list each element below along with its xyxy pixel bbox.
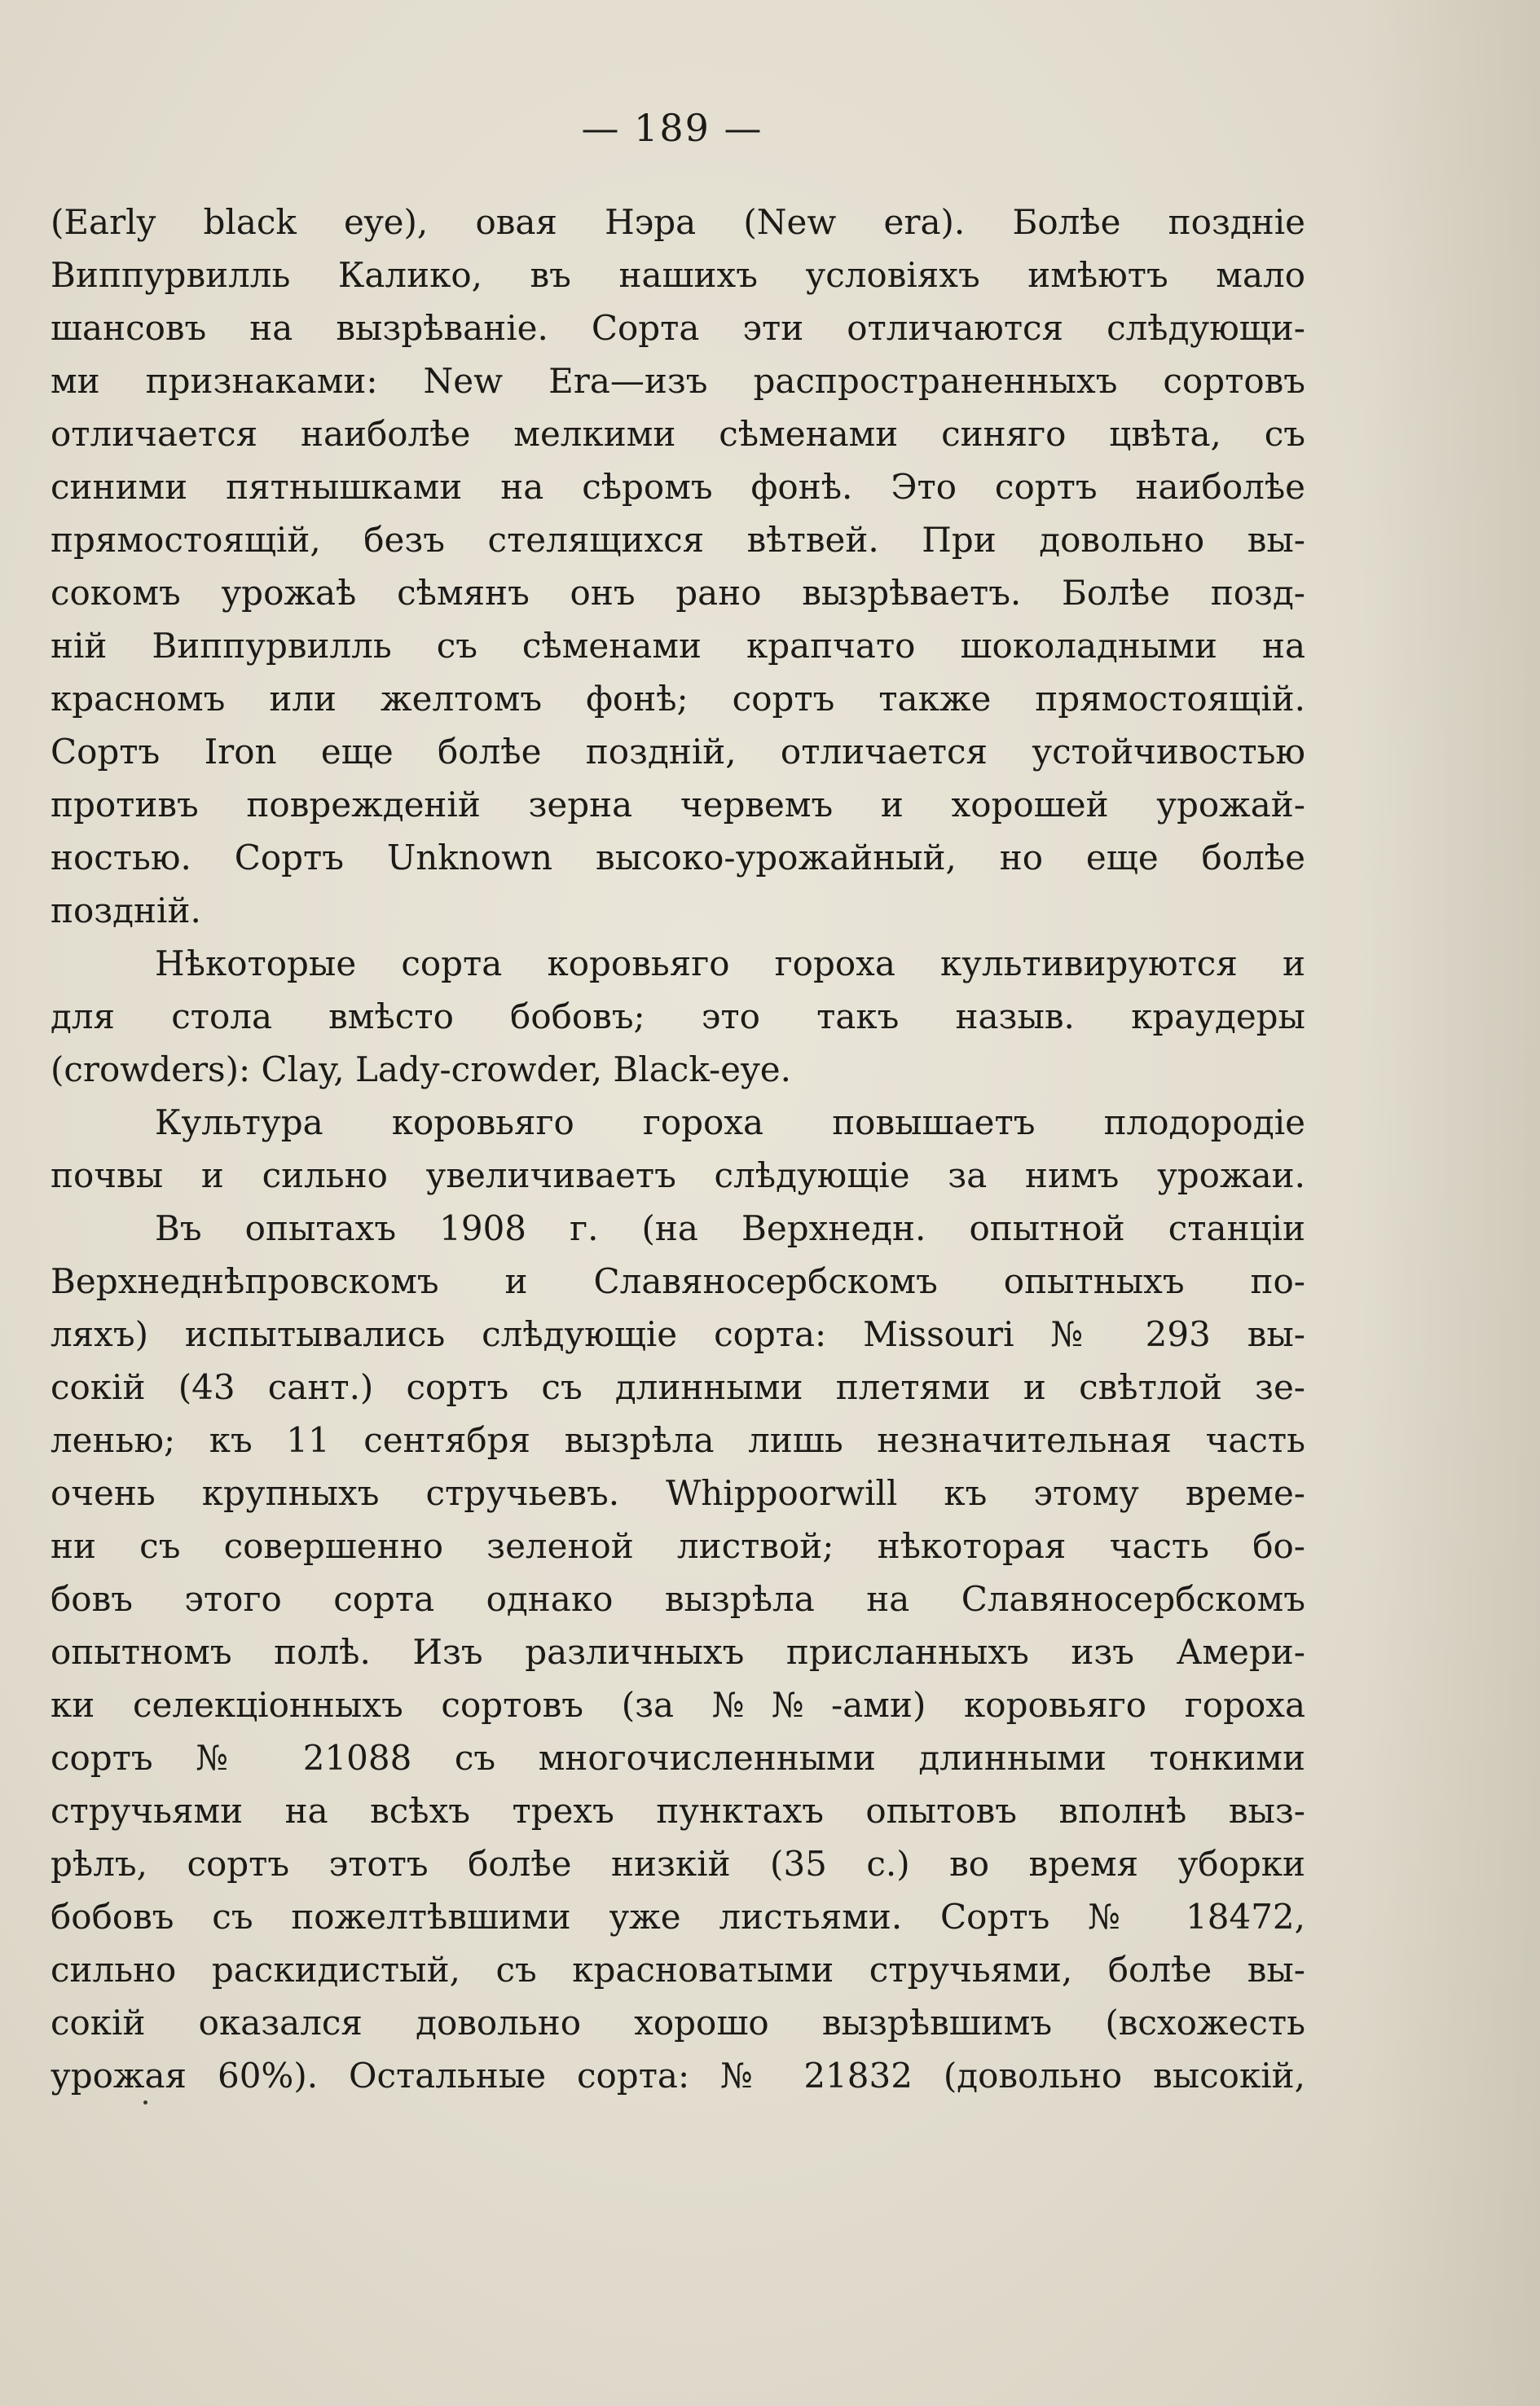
ink-speck	[143, 2100, 147, 2105]
text-line: Виппурвилль Калико, въ нашихъ условіяхъ имѣютъ мало	[51, 255, 1305, 295]
text-line: очень крупныхъ стручьевъ. Whippoorwill къ этому време-	[51, 1473, 1305, 1513]
page-edge-shadow	[1361, 0, 1540, 2406]
text-line: сокій (43 сант.) сортъ съ длинными плетями и свѣтлой зе-	[51, 1367, 1305, 1407]
text-line: синими пятнышками на сѣромъ фонѣ. Это сортъ наиболѣе	[51, 467, 1305, 507]
text-line: стручьями на всѣхъ трехъ пунктахъ опытовъ вполнѣ выз-	[51, 1791, 1305, 1831]
text-line: (crowders): Clay, Lady-crowder, Black-eye.	[51, 1049, 791, 1089]
text-line: сокомъ урожаѣ сѣмянъ онъ рано вызрѣваетъ. Болѣе позд-	[51, 573, 1305, 613]
text-line: противъ поврежденій зерна червемъ и хорошей урожай-	[51, 785, 1305, 825]
text-line: ностью. Сортъ Unknown высоко-урожайный, но еще болѣе	[51, 838, 1305, 878]
text-line: сокій оказался довольно хорошо вызрѣвшимъ (всхожесть	[51, 2003, 1305, 2043]
text-line: поздній.	[51, 891, 201, 930]
text-line: ляхъ) испытывались слѣдующіе сорта: Missouri № 293 вы-	[51, 1314, 1305, 1354]
text-line: ми признаками: New Era—изъ распространенныхъ сортовъ	[51, 361, 1305, 401]
text-line: ній Виппурвилль съ сѣменами крапчато шоколадными на	[51, 626, 1305, 666]
text-line: ни съ совершенно зеленой листвой; нѣкоторая часть бо-	[51, 1526, 1305, 1566]
text-line: красномъ или желтомъ фонѣ; сортъ также прямостоящій.	[51, 679, 1305, 719]
text-line: прямостоящій, безъ стелящихся вѣтвей. При довольно вы-	[51, 520, 1305, 560]
text-line: опытномъ полѣ. Изъ различныхъ присланныхъ изъ Амери-	[51, 1632, 1305, 1672]
text-line: сортъ № 21088 съ многочисленными длинными тонкими	[51, 1738, 1305, 1778]
text-line: ленью; къ 11 сентября вызрѣла лишь незначительная часть	[51, 1420, 1305, 1460]
text-line: ки селекціонныхъ сортовъ (за №№-ами) коровьяго гороха	[51, 1685, 1305, 1725]
text-line: рѣлъ, сортъ этотъ болѣе низкій (35 с.) во время уборки	[51, 1844, 1305, 1884]
text-line: почвы и сильно увеличиваетъ слѣдующіе за нимъ урожаи.	[51, 1155, 1305, 1195]
text-line: бобовъ съ пожелтѣвшими уже листьями. Сортъ № 18472,	[51, 1897, 1305, 1937]
page-number: — 189 —	[581, 106, 763, 150]
text-line: урожая 60%). Остальные сорта: № 21832 (довольно высокій,	[51, 2056, 1305, 2096]
text-line: Въ опытахъ 1908 г. (на Верхнедн. опытной станціи	[155, 1208, 1305, 1248]
text-line: бовъ этого сорта однако вызрѣла на Славяносербскомъ	[51, 1579, 1305, 1619]
text-line: Культура коровьяго гороха повышаетъ плодородіе	[155, 1102, 1305, 1142]
text-line: шансовъ на вызрѣваніе. Сорта эти отличаются слѣдующи-	[51, 308, 1305, 348]
text-line: (Early black eye), овая Нэра (New era). Болѣе поздніе	[51, 202, 1305, 242]
text-line: Верхнеднѣпровскомъ и Славяносербскомъ опытныхъ по-	[51, 1261, 1305, 1301]
text-line: отличается наиболѣе мелкими сѣменами синяго цвѣта, съ	[51, 414, 1305, 454]
text-line: Нѣкоторые сорта коровьяго гороха культивируются и	[155, 943, 1305, 983]
text-line: для стола вмѣсто бобовъ; это такъ назыв. краудеры	[51, 996, 1305, 1036]
text-line: сильно раскидистый, съ красноватыми стручьями, болѣе вы-	[51, 1950, 1305, 1990]
text-line: Сортъ Iron еще болѣе поздній, отличается устойчивостью	[51, 732, 1305, 772]
body-text	[51, 196, 1305, 2102]
